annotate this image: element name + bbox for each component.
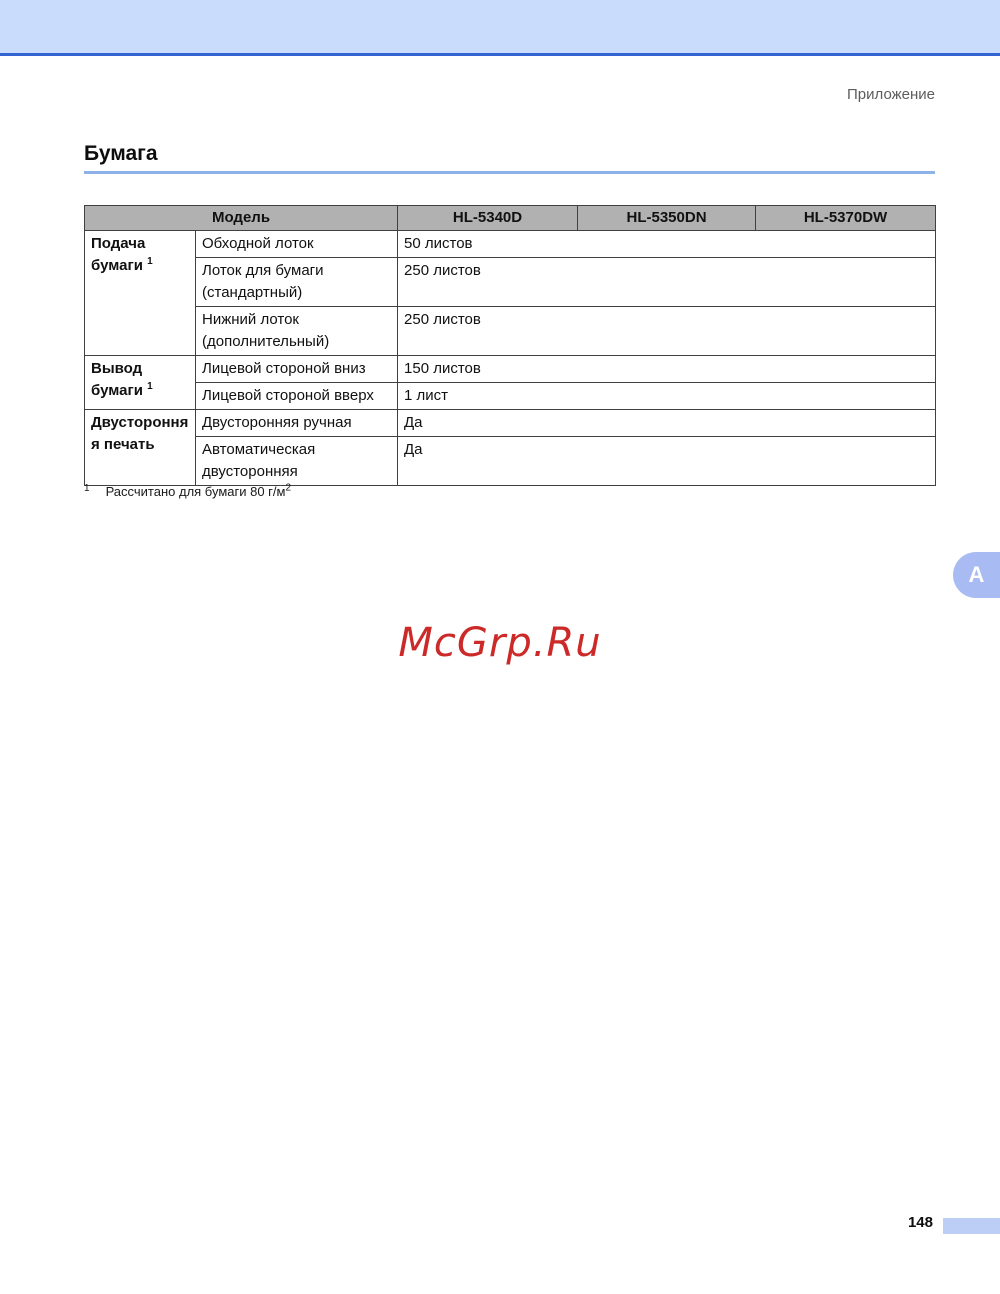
feature-cell: Нижний лоток (дополнительный): [196, 307, 398, 356]
footnote-superscript: 2: [285, 482, 292, 494]
breadcrumb: Приложение: [847, 86, 935, 103]
column-header-model: Модель: [85, 206, 398, 231]
value-cell: 1 лист: [398, 383, 936, 410]
top-band: [0, 0, 1000, 56]
feature-cell: Лицевой стороной вниз: [196, 356, 398, 383]
value-cell: 50 листов: [398, 231, 936, 258]
row-group-paper-input: [85, 231, 196, 356]
value-cell: 150 листов: [398, 356, 936, 383]
row-group-label: Вывод бумаги: [91, 360, 143, 399]
section-tab-label: A: [968, 562, 985, 587]
table-row: [85, 383, 936, 410]
value-cell: 250 листов: [398, 258, 936, 307]
footnote-text: Рассчитано для бумаги 80 г/м: [105, 484, 286, 499]
table-row: [85, 356, 936, 383]
value-cell: 250 листов: [398, 307, 936, 356]
page-title: Бумага: [84, 142, 158, 165]
table-row: [85, 307, 936, 356]
row-group-label: Двусторонняя печать: [91, 414, 189, 453]
column-header-hl5350dn: HL-5350DN: [578, 206, 756, 231]
feature-cell: Обходной лоток: [196, 231, 398, 258]
value-cell: Да: [398, 410, 936, 437]
table-row: [85, 437, 936, 486]
footnote-marker: 1: [84, 482, 90, 494]
table-row: [85, 231, 936, 258]
title-underline: [84, 171, 935, 174]
paper-spec-table: [84, 205, 936, 486]
table-header-row: [85, 206, 936, 231]
row-group-paper-output: [85, 356, 196, 410]
value-cell: Да: [398, 437, 936, 486]
column-header-hl5370dw: HL-5370DW: [756, 206, 936, 231]
footnote-ref: 1: [147, 256, 153, 267]
feature-cell: Автоматическая двусторонняя: [196, 437, 398, 486]
feature-cell: Лоток для бумаги (стандартный): [196, 258, 398, 307]
watermark: McGrp.Ru: [398, 620, 602, 666]
row-group-label: Подача бумаги: [91, 235, 146, 274]
page-number: 148: [907, 1214, 933, 1231]
row-group-duplex: [85, 410, 196, 486]
footer-bar: [943, 1218, 1000, 1234]
feature-cell: Двусторонняя ручная: [196, 410, 398, 437]
table-row: [85, 258, 936, 307]
table-row: [85, 410, 936, 437]
section-tab-a: [953, 552, 1000, 598]
column-header-hl5340d: HL-5340D: [398, 206, 578, 231]
footnote: [84, 484, 291, 499]
footnote-ref: 1: [147, 381, 153, 392]
feature-cell: Лицевой стороной вверх: [196, 383, 398, 410]
